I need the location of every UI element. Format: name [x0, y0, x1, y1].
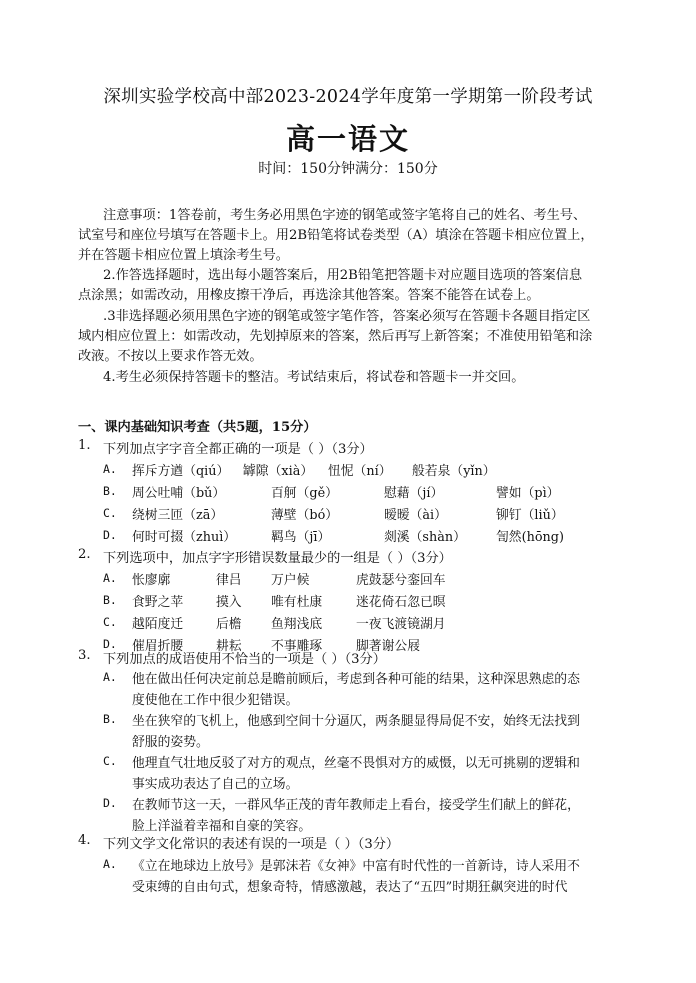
option-item: 羁鸟（jī）: [271, 530, 331, 545]
option-label: B.: [103, 712, 117, 726]
option-item: 迷花倚石忽已暝: [356, 595, 446, 610]
option-label: A.: [103, 857, 117, 871]
question-number: 1.: [78, 438, 91, 453]
option-item: 耕耘: [216, 639, 242, 654]
option-item: 律吕: [216, 573, 242, 588]
option-label: A.: [103, 462, 117, 476]
notes-line: 改液。不按以上要求作答无效。: [78, 349, 263, 364]
option-item: 般若泉（yǐn）: [412, 464, 496, 479]
option-item: 虎鼓瑟兮銮回车: [356, 573, 446, 588]
question-stem: 下列加点的成语使用不恰当的一项是（ ）（3分）: [103, 652, 386, 667]
option-label: D.: [103, 528, 117, 542]
option-line: 脸上洋溢着幸福和自豪的笑容。: [132, 819, 312, 834]
option-item: 食野之苹: [132, 595, 184, 610]
option-label: A.: [103, 571, 117, 585]
option-label: D.: [103, 637, 117, 651]
option-line: 舒服的姿势。: [132, 735, 209, 750]
option-item: 不事雕琢: [271, 639, 323, 654]
option-item: 摸入: [216, 595, 242, 610]
option-line: 在教师节这一天，一群风华正茂的青年教师走上看台，接受学生们献上的鲜花，: [132, 798, 580, 813]
notes-line: 4.考生必须保持答题卡的整洁。考试结束后，将试卷和答题卡一并交回。: [103, 370, 525, 385]
option-line: 事实成功表达了自己的立场。: [132, 777, 299, 792]
option-label: C.: [103, 506, 117, 520]
option-item: 怅廖廓: [132, 573, 171, 588]
notes-line: 域内相应位置上：如需改动，先划掉原来的答案，然后再写上新答案；不准使用铅笔和涂: [78, 329, 593, 344]
option-item: 唯有杜康: [271, 595, 323, 610]
option-label: B.: [103, 484, 117, 498]
option-label: C.: [103, 754, 117, 768]
question-stem: 下列加点字字音全都正确的一项是（ ）（3分）: [103, 442, 373, 457]
question-number: 4.: [78, 833, 91, 848]
option-line: 他理直气壮地反驳了对方的观点，丝毫不畏惧对方的威慑，以无可挑剔的逻辑和: [132, 756, 580, 771]
option-item: 万户候: [271, 573, 310, 588]
question-stem: 下列选项中，加点字字形错误数量最少的一组是（ ）（3分）: [103, 551, 452, 566]
option-line: 受束缚的自由句式，想象奇特，情感激越，表达了“五四”时期狂飙突进的时代: [132, 880, 568, 895]
notes-line: 注意事项：1答卷前，考生务必用黑色字迹的钢笔或签字笔将自己的姓名、考生号、: [103, 208, 587, 223]
option-item: 忸怩（ní）: [328, 464, 392, 479]
option-label: C.: [103, 615, 117, 629]
option-item: 鱼翔浅底: [271, 617, 323, 632]
option-item: 何时可掇（zhuì）: [132, 530, 237, 545]
option-line: 他在做出任何决定前总是瞻前顾后，考虑到各种可能的结果，这种深思熟虑的态: [132, 672, 580, 687]
option-item: 一夜飞渡镜湖月: [356, 617, 446, 632]
question-stem: 下列文学文化常识的表述有误的一项是（ ）（3分）: [103, 837, 400, 852]
option-item: 譬如（pì）: [496, 486, 560, 501]
notes-line: 试室号和座位号填写在答题卡上。用2B铅笔将试卷类型（A）填涂在答题卡相应位置上，: [78, 228, 594, 243]
option-line: 坐在狭窄的飞机上，他感到空间十分逼仄，两条腿显得局促不安，始终无法找到: [132, 714, 580, 729]
option-item: 訇然(hōng): [496, 530, 564, 545]
exam-time-info: 时间：150分钟满分：150分: [258, 161, 438, 177]
option-item: 罅隙（xià）: [243, 464, 314, 479]
question-number: 3.: [78, 648, 91, 663]
notes-line: 点涂黑；如需改动，用橡皮擦干净后，再选涂其他答案。答案不能答在试卷上。: [78, 288, 540, 303]
option-item: 暧暧（ài）: [384, 508, 447, 523]
option-item: 绕树三匝（zā）: [132, 508, 224, 523]
notes-line: .3非选择题必须用黑色字迹的钢笔或签字笔作答，答案必须写在答题卡各题目指定区: [103, 309, 591, 324]
option-item: 催眉折腰: [132, 639, 184, 654]
option-label: B.: [103, 593, 117, 607]
option-item: 薄壁（bó）: [271, 508, 339, 523]
option-item: 脚著谢公屐: [356, 639, 420, 654]
option-item: 越陌度迁: [132, 617, 184, 632]
section-title: 一、课内基础知识考查（共5题，15分）: [78, 420, 317, 435]
subject-title: 高一语文: [285, 122, 410, 156]
option-item: 铆钉（liǔ）: [496, 508, 564, 523]
option-item: 后檐: [216, 617, 242, 632]
question-number: 2.: [78, 547, 91, 562]
notes-line: 并在答题卡相应位置上填涂考生号。: [78, 248, 289, 263]
option-line: 度使他在工作中很少犯错误。: [132, 693, 299, 708]
option-item: 百舸（gě）: [271, 486, 338, 501]
option-line: 《立在地球边上放号》是郭沫若《女神》中富有时代性的一首新诗，诗人采用不: [132, 859, 580, 874]
option-item: 慰藉（jí）: [384, 486, 444, 501]
notes-line: 2.作答选择题时，选出每小题答案后，用2B铅笔把答题卡对应题目选项的答案信息: [103, 268, 583, 283]
option-label: A.: [103, 670, 117, 684]
option-item: 挥斥方遒（qiú）: [132, 464, 230, 479]
option-item: 周公吐哺（bǔ）: [132, 486, 226, 501]
option-label: D.: [103, 796, 117, 810]
option-item: 剡溪（shàn）: [384, 530, 466, 545]
exam-school-title: 深圳实验学校高中部2023-2024学年度第一学期第一阶段考试: [103, 87, 593, 107]
